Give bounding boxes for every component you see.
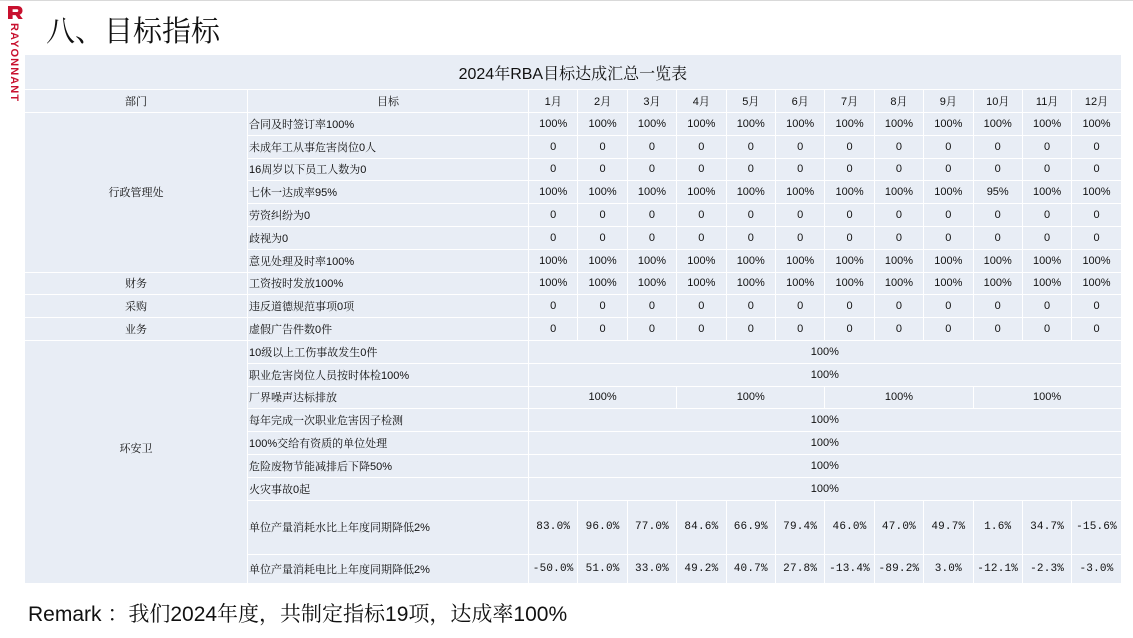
month-value-cell: 100%: [1022, 249, 1071, 272]
target-cell: 歧视为0: [248, 226, 529, 249]
month-value-cell: 0: [578, 135, 627, 158]
month-value-cell: 100%: [973, 113, 1022, 136]
month-value-cell: 0: [578, 295, 627, 318]
month-value-cell: 0: [924, 226, 973, 249]
target-cell: 火灾事故0起: [248, 477, 529, 500]
department-cell: 环安卫: [25, 340, 248, 583]
month-value-cell: 79.4%: [775, 500, 824, 554]
annual-value-cell: 100%: [529, 340, 1122, 363]
target-cell: 七休一达成率95%: [248, 181, 529, 204]
month-value-cell: 0: [529, 204, 578, 227]
month-value-cell: 0: [775, 226, 824, 249]
month-value-cell: 0: [578, 204, 627, 227]
column-header-month: 8月: [874, 90, 923, 113]
column-header-month: 5月: [726, 90, 775, 113]
department-cell: 行政管理处: [25, 113, 248, 273]
month-value-cell: 100%: [973, 272, 1022, 295]
target-cell: 未成年工从事危害岗位0人: [248, 135, 529, 158]
month-value-cell: 100%: [1072, 181, 1121, 204]
month-value-cell: 47.0%: [874, 500, 923, 554]
column-header-month: 3月: [627, 90, 676, 113]
month-value-cell: 0: [825, 226, 874, 249]
month-value-cell: -15.6%: [1072, 500, 1121, 554]
month-value-cell: 100%: [578, 272, 627, 295]
target-cell: 工资按时发放100%: [248, 272, 529, 295]
month-value-cell: 100%: [578, 249, 627, 272]
month-value-cell: 0: [924, 135, 973, 158]
target-cell: 100%交给有资质的单位处理: [248, 432, 529, 455]
logo-text: RAYONNANT: [8, 23, 20, 103]
month-value-cell: 0: [677, 226, 726, 249]
month-value-cell: 0: [1072, 135, 1121, 158]
month-value-cell: 0: [627, 318, 676, 341]
month-value-cell: 0: [726, 295, 775, 318]
month-value-cell: -89.2%: [874, 554, 923, 583]
month-value-cell: 0: [726, 135, 775, 158]
month-value-cell: 100%: [924, 272, 973, 295]
column-header-month: 1月: [529, 90, 578, 113]
month-value-cell: 100%: [1022, 272, 1071, 295]
month-value-cell: 0: [726, 226, 775, 249]
month-value-cell: 0: [677, 318, 726, 341]
table-title-row: [25, 55, 1122, 90]
month-value-cell: 0: [677, 158, 726, 181]
target-cell: 意见处理及时率100%: [248, 249, 529, 272]
month-value-cell: 100%: [677, 249, 726, 272]
month-value-cell: 100%: [529, 272, 578, 295]
month-value-cell: 0: [973, 295, 1022, 318]
table-row: [25, 340, 1122, 363]
month-value-cell: 0: [627, 295, 676, 318]
month-value-cell: 0: [529, 318, 578, 341]
month-value-cell: 0: [874, 295, 923, 318]
target-cell: 职业危害岗位人员按时体检100%: [248, 363, 529, 386]
month-value-cell: 33.0%: [627, 554, 676, 583]
month-value-cell: 0: [825, 295, 874, 318]
month-value-cell: 100%: [627, 113, 676, 136]
month-value-cell: 0: [973, 226, 1022, 249]
month-value-cell: 100%: [578, 113, 627, 136]
month-value-cell: 100%: [627, 249, 676, 272]
column-header-month: 10月: [973, 90, 1022, 113]
month-value-cell: 0: [825, 158, 874, 181]
month-value-cell: 0: [627, 158, 676, 181]
month-value-cell: 100%: [1072, 249, 1121, 272]
month-value-cell: 0: [973, 318, 1022, 341]
month-value-cell: 46.0%: [825, 500, 874, 554]
month-value-cell: 0: [874, 318, 923, 341]
target-cell: 危险废物节能减排后下降50%: [248, 454, 529, 477]
table-head: [25, 55, 1122, 113]
month-value-cell: 0: [924, 204, 973, 227]
month-value-cell: 0: [973, 135, 1022, 158]
month-value-cell: 0: [1022, 135, 1071, 158]
month-value-cell: 100%: [775, 181, 824, 204]
month-value-cell: 100%: [874, 272, 923, 295]
month-value-cell: 0: [529, 135, 578, 158]
month-value-cell: 96.0%: [578, 500, 627, 554]
table-title: 2024年RBA目标达成汇总一览表: [25, 55, 1122, 90]
month-value-cell: 100%: [1022, 113, 1071, 136]
target-cell: 16周岁以下员工人数为0: [248, 158, 529, 181]
month-value-cell: 100%: [1072, 113, 1121, 136]
annual-value-cell: 100%: [529, 432, 1122, 455]
month-value-cell: 100%: [775, 272, 824, 295]
month-value-cell: 0: [529, 226, 578, 249]
month-value-cell: 100%: [924, 249, 973, 272]
month-value-cell: -13.4%: [825, 554, 874, 583]
kpi-summary-table: [24, 54, 1122, 584]
target-cell: 合同及时签订率100%: [248, 113, 529, 136]
month-value-cell: 0: [677, 135, 726, 158]
month-value-cell: 100%: [825, 113, 874, 136]
quarter-value-cell: 100%: [529, 386, 677, 409]
month-value-cell: 0: [825, 135, 874, 158]
month-value-cell: 0: [529, 295, 578, 318]
month-value-cell: 49.7%: [924, 500, 973, 554]
column-header-month: 2月: [578, 90, 627, 113]
month-value-cell: 100%: [627, 272, 676, 295]
month-value-cell: 100%: [973, 249, 1022, 272]
month-value-cell: 66.9%: [726, 500, 775, 554]
month-value-cell: 100%: [1022, 181, 1071, 204]
month-value-cell: 95%: [973, 181, 1022, 204]
month-value-cell: 77.0%: [627, 500, 676, 554]
month-value-cell: 0: [825, 318, 874, 341]
month-value-cell: 100%: [924, 181, 973, 204]
month-value-cell: 100%: [578, 181, 627, 204]
month-value-cell: 0: [627, 226, 676, 249]
month-value-cell: 100%: [775, 113, 824, 136]
month-value-cell: 0: [1072, 318, 1121, 341]
month-value-cell: 100%: [726, 181, 775, 204]
table-body: [25, 113, 1122, 584]
month-value-cell: 0: [924, 295, 973, 318]
month-value-cell: 0: [1022, 204, 1071, 227]
month-value-cell: 100%: [726, 272, 775, 295]
month-value-cell: 0: [677, 295, 726, 318]
month-value-cell: 0: [775, 158, 824, 181]
month-value-cell: 100%: [677, 181, 726, 204]
month-value-cell: -50.0%: [529, 554, 578, 583]
month-value-cell: 0: [1072, 295, 1121, 318]
month-value-cell: 27.8%: [775, 554, 824, 583]
month-value-cell: 0: [874, 158, 923, 181]
column-header-month: 7月: [825, 90, 874, 113]
month-value-cell: 100%: [874, 113, 923, 136]
month-value-cell: -2.3%: [1022, 554, 1071, 583]
month-value-cell: 100%: [726, 113, 775, 136]
month-value-cell: 0: [973, 204, 1022, 227]
target-cell: 单位产量消耗电比上年度同期降低2%: [248, 554, 529, 583]
column-header-month: 12月: [1072, 90, 1121, 113]
month-value-cell: 40.7%: [726, 554, 775, 583]
month-value-cell: 0: [775, 204, 824, 227]
target-cell: 虚假广告件数0件: [248, 318, 529, 341]
month-value-cell: 0: [578, 226, 627, 249]
column-header-month: 9月: [924, 90, 973, 113]
month-value-cell: 1.6%: [973, 500, 1022, 554]
target-cell: 违反道德规范事项0项: [248, 295, 529, 318]
month-value-cell: 0: [874, 204, 923, 227]
department-cell: 采购: [25, 295, 248, 318]
annual-value-cell: 100%: [529, 477, 1122, 500]
month-value-cell: 0: [825, 204, 874, 227]
month-value-cell: 0: [726, 318, 775, 341]
annual-value-cell: 100%: [529, 454, 1122, 477]
table-row: [25, 272, 1122, 295]
table-row: [25, 295, 1122, 318]
target-cell: 劳资纠纷为0: [248, 204, 529, 227]
month-value-cell: 0: [775, 295, 824, 318]
annual-value-cell: 100%: [529, 409, 1122, 432]
month-value-cell: 100%: [529, 113, 578, 136]
column-header-department: 部门: [25, 90, 248, 113]
month-value-cell: -3.0%: [1072, 554, 1121, 583]
month-value-cell: 0: [1022, 158, 1071, 181]
column-header-month: 6月: [775, 90, 824, 113]
month-value-cell: 0: [775, 318, 824, 341]
month-value-cell: 0: [726, 158, 775, 181]
month-value-cell: 100%: [825, 181, 874, 204]
month-value-cell: 0: [775, 135, 824, 158]
month-value-cell: 100%: [924, 113, 973, 136]
column-header-month: 4月: [677, 90, 726, 113]
month-value-cell: 0: [1072, 158, 1121, 181]
column-header-month: 11月: [1022, 90, 1071, 113]
month-value-cell: 3.0%: [924, 554, 973, 583]
month-value-cell: 100%: [874, 249, 923, 272]
month-value-cell: 83.0%: [529, 500, 578, 554]
month-value-cell: 0: [924, 318, 973, 341]
month-value-cell: 0: [578, 158, 627, 181]
month-value-cell: 100%: [529, 249, 578, 272]
month-value-cell: 0: [529, 158, 578, 181]
month-value-cell: 100%: [874, 181, 923, 204]
target-cell: 每年完成一次职业危害因子检测: [248, 409, 529, 432]
logo-mark-icon: [8, 6, 23, 19]
month-value-cell: 0: [677, 204, 726, 227]
month-value-cell: 0: [578, 318, 627, 341]
target-cell: 厂界噪声达标排放: [248, 386, 529, 409]
month-value-cell: 100%: [1072, 272, 1121, 295]
department-cell: 财务: [25, 272, 248, 295]
quarter-value-cell: 100%: [973, 386, 1121, 409]
month-value-cell: 100%: [825, 272, 874, 295]
month-value-cell: 0: [924, 158, 973, 181]
month-value-cell: 100%: [529, 181, 578, 204]
table-row: [25, 318, 1122, 341]
department-cell: 业务: [25, 318, 248, 341]
annual-value-cell: 100%: [529, 363, 1122, 386]
month-value-cell: 0: [1072, 226, 1121, 249]
month-value-cell: 84.6%: [677, 500, 726, 554]
target-cell: 10级以上工伤事故发生0件: [248, 340, 529, 363]
month-value-cell: 0: [1022, 295, 1071, 318]
table-row: [25, 113, 1122, 136]
month-value-cell: 100%: [825, 249, 874, 272]
quarter-value-cell: 100%: [825, 386, 973, 409]
remark: Remark ：我们2024年度，共制定指标19项，达成率100%: [28, 603, 568, 626]
month-value-cell: 34.7%: [1022, 500, 1071, 554]
month-value-cell: 0: [1022, 226, 1071, 249]
table-header-row: [25, 90, 1122, 113]
month-value-cell: 100%: [775, 249, 824, 272]
month-value-cell: 0: [627, 135, 676, 158]
month-value-cell: -12.1%: [973, 554, 1022, 583]
column-header-target: 目标: [248, 90, 529, 113]
month-value-cell: 0: [874, 135, 923, 158]
month-value-cell: 0: [874, 226, 923, 249]
month-value-cell: 49.2%: [677, 554, 726, 583]
month-value-cell: 0: [726, 204, 775, 227]
month-value-cell: 100%: [677, 272, 726, 295]
month-value-cell: 100%: [726, 249, 775, 272]
slide-title: 八、目标指标: [46, 16, 221, 48]
month-value-cell: 0: [1022, 318, 1071, 341]
month-value-cell: 0: [1072, 204, 1121, 227]
month-value-cell: 51.0%: [578, 554, 627, 583]
month-value-cell: 0: [627, 204, 676, 227]
month-value-cell: 0: [973, 158, 1022, 181]
month-value-cell: 100%: [627, 181, 676, 204]
target-cell: 单位产量消耗水比上年度同期降低2%: [248, 500, 529, 554]
quarter-value-cell: 100%: [677, 386, 825, 409]
month-value-cell: 100%: [677, 113, 726, 136]
